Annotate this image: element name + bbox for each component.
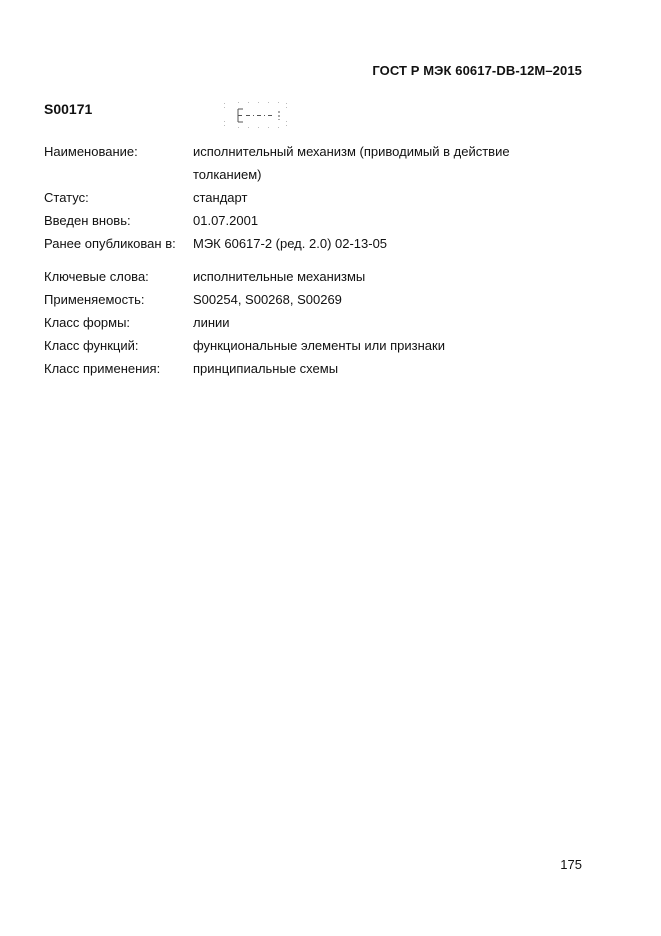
document-header-code: ГОСТ Р МЭК 60617-DB-12M–2015 — [372, 63, 582, 78]
property-row-applicability — [44, 288, 604, 311]
symbol-properties — [44, 140, 604, 380]
property-value: МЭК 60617-2 (ред. 2.0) 02-13-05 — [193, 236, 388, 251]
property-row-keywords — [44, 265, 604, 288]
symbol-id: S00171 — [44, 101, 93, 117]
section-gap — [44, 255, 604, 265]
property-value: стандарт — [193, 190, 248, 205]
property-value: 01.07.2001 — [193, 213, 259, 228]
property-label: Наименование: — [44, 144, 138, 159]
property-row-application-class — [44, 357, 604, 380]
property-label: Класс формы: — [44, 315, 131, 330]
property-value: принципиальные схемы — [193, 361, 339, 376]
property-row-published — [44, 232, 604, 255]
property-row-shape-class — [44, 311, 604, 334]
property-value: исполнительный механизм (приводимый в действие толканием) — [193, 144, 510, 182]
property-value: S00254, S00268, S00269 — [193, 292, 342, 307]
property-value: функциональные элементы или признаки — [193, 338, 445, 353]
property-label: Ключевые слова: — [44, 269, 149, 284]
property-label: Класс применения: — [44, 361, 161, 376]
property-label: Введен вновь: — [44, 213, 131, 228]
property-row-function-class — [44, 334, 604, 357]
property-label: Статус: — [44, 190, 89, 205]
page-number: 175 — [560, 857, 582, 872]
property-label: Применяемость: — [44, 292, 145, 307]
actuator-pushbutton-symbol-icon — [224, 101, 288, 129]
property-label: Класс функций: — [44, 338, 139, 353]
property-label: Ранее опубликован в: — [44, 236, 176, 251]
property-value: исполнительные механизмы — [193, 269, 366, 284]
property-row-status — [44, 186, 604, 209]
property-row-name — [44, 140, 604, 186]
property-value: линии — [193, 315, 230, 330]
property-row-introduced — [44, 209, 604, 232]
